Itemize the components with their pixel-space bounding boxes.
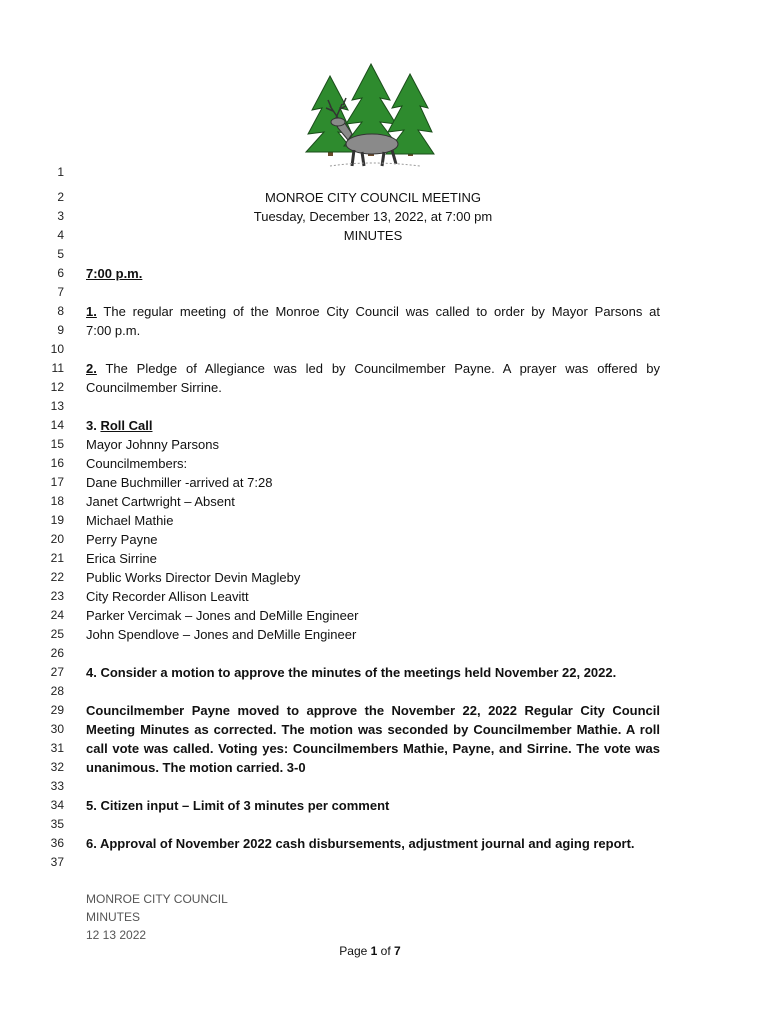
line-number: 11 [51,361,64,375]
line-number: 35 [50,817,64,831]
roll-call-entry: City Recorder Allison Leavitt [86,589,249,604]
line-number: 4 [57,228,64,242]
footer-doc: MINUTES [86,910,140,924]
line-number: 34 [50,798,64,812]
roll-call-entry: Perry Payne [86,532,158,547]
line-number: 10 [50,342,64,356]
page-total: 7 [394,944,401,958]
item2-line1 [86,359,660,378]
line-number: 5 [57,247,64,261]
roll-call-entry: Councilmembers: [86,456,188,471]
roll-call-entry: Erica Sirrine [86,551,157,566]
item3-title: Roll Call [100,418,153,433]
line-number: 2 [57,190,64,204]
roll-call-entry: Parker Vercimak – Jones and DeMille Engineer [86,608,359,623]
item5-heading: 5. Citizen input – Limit of 3 minutes per comment [86,798,390,813]
line-number: 29 [50,703,64,717]
line-number: 23 [50,589,64,603]
line-number: 22 [50,570,64,584]
minutes-label: MINUTES [343,228,403,243]
item4-heading: 4. Consider a motion to approve the minutes of the meetings held November 22, 2022. [86,665,617,680]
roll-call-entry: John Spendlove – Jones and DeMille Engineer [86,627,357,642]
page-number [300,942,440,960]
roll-call-entry: Public Works Director Devin Magleby [86,570,301,585]
line-number: 1 [57,165,64,179]
line-number: 8 [57,304,64,318]
footer-date: 12 13 2022 [86,928,147,942]
line-number: 17 [50,475,64,489]
roll-call-heading [86,416,660,435]
line-number: 25 [50,627,64,641]
line-number: 18 [50,494,64,508]
line-number: 15 [50,437,64,451]
line-number: 36 [50,836,64,850]
page-of: of [380,944,391,958]
line-number: 28 [50,684,64,698]
elk-trees-logo [300,62,440,170]
line-number: 27 [50,665,64,679]
line-number: 24 [50,608,64,622]
line-number: 3 [57,209,64,223]
item1-line1 [86,302,660,321]
page-current: 1 [370,944,378,958]
line-number: 32 [50,760,64,774]
line-number: 14 [50,418,64,432]
line-number: 21 [50,551,64,565]
time-heading: 7:00 p.m. [86,266,143,281]
item2-number: 2. [86,361,97,376]
line-number: 20 [50,532,64,546]
line-number: 9 [57,323,64,337]
line-number: 7 [57,285,64,299]
line-number: 31 [50,741,64,755]
roll-call-entry: Dane Buchmiller -arrived at 7:28 [86,475,273,490]
roll-call-entry: Janet Cartwright – Absent [86,494,235,509]
item2-text: The Pledge of Allegiance was led by Councilmember Payne. A prayer was offered by [105,361,660,376]
line-number: 26 [50,646,64,660]
meeting-title: MONROE CITY COUNCIL MEETING [265,190,481,205]
line-number: 16 [50,456,64,470]
item1-line2: 7:00 p.m. [86,323,141,338]
motion-line: Councilmember Payne moved to approve the November 22, 2022 Regular City Council [86,703,660,718]
footer-org: MONROE CITY COUNCIL [86,892,228,906]
line-number: 19 [50,513,64,527]
line-number: 13 [50,399,64,413]
item1-number: 1. [86,304,97,319]
meeting-date: Tuesday, December 13, 2022, at 7:00 pm [253,209,493,224]
item2-line2: Councilmember Sirrine. [86,380,222,395]
line-number: 37 [50,855,64,869]
roll-call-entry: Michael Mathie [86,513,174,528]
line-number: 33 [50,779,64,793]
item1-text: The regular meeting of the Monroe City Council was called to order by Mayor Parsons at [103,304,660,319]
motion-line: unanimous. The motion carried. 3-0 [86,760,306,775]
item6-heading: 6. Approval of November 2022 cash disbursements, adjustment journal and aging report. [86,836,635,851]
line-number: 12 [50,380,64,394]
motion-line: Meeting Minutes as corrected. The motion was seconded by Councilmember Mathie. A roll [86,722,660,737]
roll-call-entry: Mayor Johnny Parsons [86,437,219,452]
item3-number: 3. [86,418,97,433]
line-number: 30 [50,722,64,736]
page-label: Page [339,944,368,958]
motion-line: call vote was called. Voting yes: Councilmembers Mathie, Payne, and Sirrine. The vote was [86,741,660,756]
line-number: 6 [57,266,64,280]
